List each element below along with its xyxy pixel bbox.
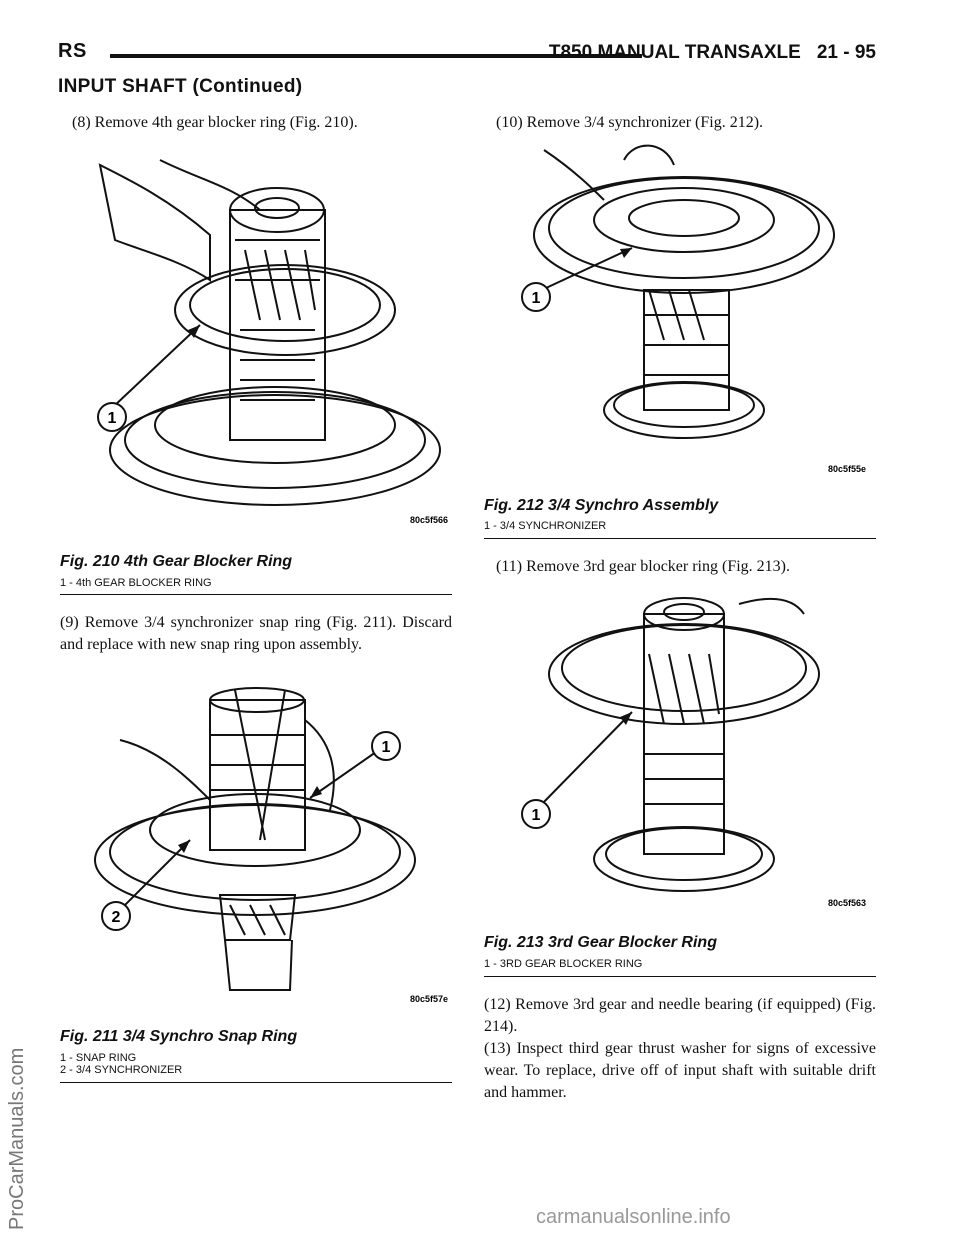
figure-211 xyxy=(60,680,450,1010)
fig212-caption: Fig. 212 3/4 Synchro Assembly xyxy=(484,497,719,514)
figure-210 xyxy=(60,140,450,535)
step-10: (10) Remove 3/4 synchronizer (Fig. 212). xyxy=(496,114,764,131)
fig213-leader-1 xyxy=(540,712,632,806)
fig213-code: 80c5f563 xyxy=(828,898,867,908)
fig212-rule xyxy=(484,538,876,539)
fig211-leader-2 xyxy=(124,840,190,906)
fig210-callout-1-label: 1 xyxy=(107,410,117,427)
fig210-illustration xyxy=(60,140,450,535)
fig210-caption: Fig. 210 4th Gear Blocker Ring xyxy=(60,553,293,570)
fig210-leader-1 xyxy=(112,325,200,408)
fig211-callout-2-label: 2 xyxy=(111,909,121,926)
fig213-callout-1-label: 1 xyxy=(531,807,541,824)
fig212-code: 80c5f55e xyxy=(828,464,867,474)
fig211-legend-2: 2 - 3/4 SYNCHRONIZER xyxy=(60,1064,183,1076)
fig213-caption: Fig. 213 3rd Gear Blocker Ring xyxy=(484,934,717,951)
section-title: INPUT SHAFT (Continued) xyxy=(58,76,303,97)
fig213-legend-1: 1 - 3RD GEAR BLOCKER RING xyxy=(484,958,643,970)
step-12: (12) Remove 3rd gear and needle bearing (if equipped) (Fig. 214). xyxy=(484,996,876,1035)
fig211-legend-1: 1 - SNAP RING xyxy=(60,1052,137,1064)
step-13: (13) Inspect third gear thrust washer for signs of excessive wear. To replace, drive off of input shaft with suitable drift and hammer. xyxy=(484,1040,876,1101)
fig212-illustration xyxy=(484,140,874,480)
fig213-rule xyxy=(484,976,876,977)
fig210-rule xyxy=(60,594,452,595)
step-9: (9) Remove 3/4 synchronizer snap ring (Fig. 211). Discard and replace with new snap ring upon assembly. xyxy=(60,614,452,653)
footer-watermark: carmanualsonline.info xyxy=(536,1206,731,1228)
step-11: (11) Remove 3rd gear blocker ring (Fig. 213). xyxy=(496,558,790,575)
fig211-rule xyxy=(60,1082,452,1083)
page-number: 21 - 95 xyxy=(816,42,876,63)
fig210-legend-1: 1 - 4th GEAR BLOCKER RING xyxy=(60,577,212,589)
fig213-illustration xyxy=(484,584,874,914)
header-right xyxy=(549,42,876,64)
sidebar-watermark: ProCarManuals.com xyxy=(6,1047,28,1230)
fig211-caption: Fig. 211 3/4 Synchro Snap Ring xyxy=(60,1028,298,1045)
header-title: T850 MANUAL TRANSAXLE xyxy=(548,42,801,63)
figure-213 xyxy=(484,584,874,914)
fig211-callout-1-label: 1 xyxy=(381,739,391,756)
fig211-illustration xyxy=(60,680,450,1010)
figure-212 xyxy=(484,140,874,480)
fig212-legend-1: 1 - 3/4 SYNCHRONIZER xyxy=(484,520,607,532)
step-8: (8) Remove 4th gear blocker ring (Fig. 210). xyxy=(72,114,358,131)
fig212-callout-1-label: 1 xyxy=(531,290,541,307)
fig210-code: 80c5f566 xyxy=(410,515,449,525)
header-section-code: RS xyxy=(58,40,87,62)
fig211-code: 80c5f57e xyxy=(410,994,449,1004)
